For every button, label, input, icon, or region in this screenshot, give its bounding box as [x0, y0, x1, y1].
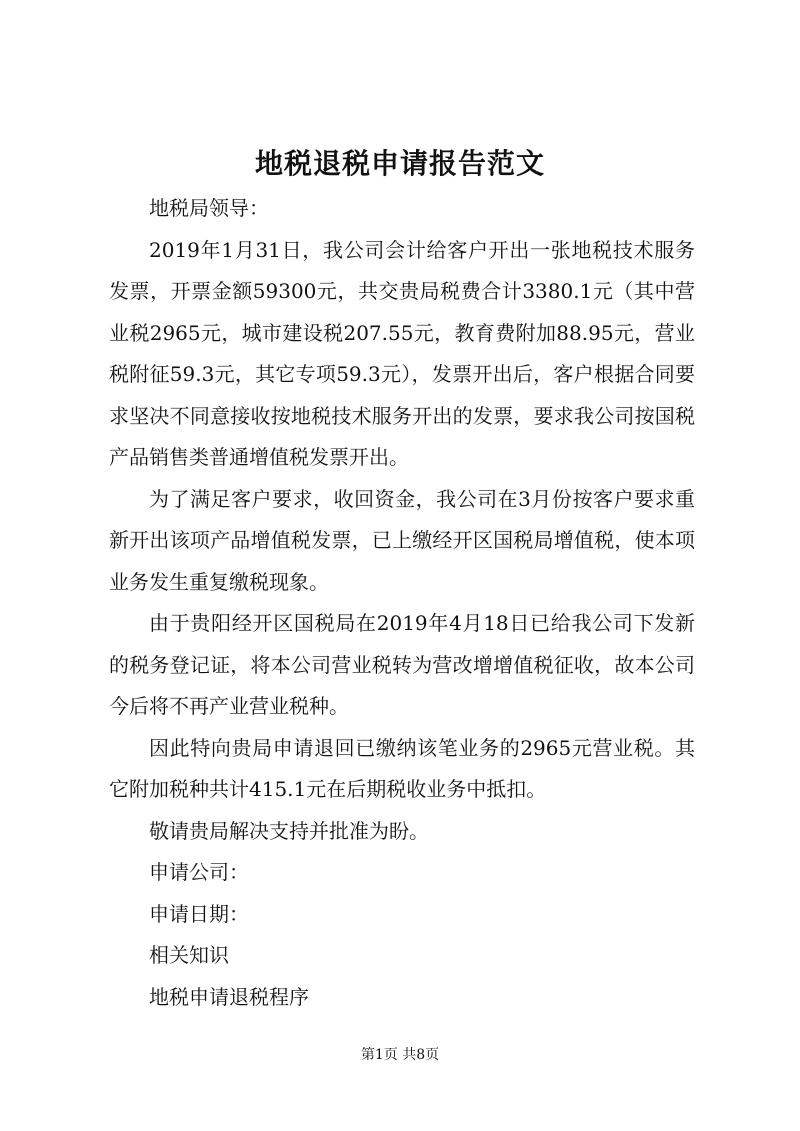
salutation: 地税局领导： — [149, 196, 269, 220]
applicant-company-label: 申请公司： — [149, 860, 249, 884]
refund-procedure-heading: 地税申请退税程序 — [149, 984, 309, 1009]
related-knowledge-heading: 相关知识 — [149, 943, 229, 967]
paragraph-closing: 敬请贵局解决支持并批准为盼。 — [149, 818, 429, 843]
document-body — [109, 188, 695, 1018]
document-title: 地税退税申请报告范文 — [254, 147, 545, 180]
paragraph-registration: 由于贵阳经开区国税局在2019年4月18日已给我公司下发新的税务登记证，将本公司营业税转为营改增增值税征收，故本公司今后将不再产业营业税种。 — [109, 611, 695, 718]
page-number-footer: 第1页 共8页 — [360, 1047, 440, 1063]
paragraph-invoice-details: 2019年1月31日，我公司会计给客户开出一张地税技术服务发票，开票金额59300元，共交贵局税费合计3380.1元（其中营业税2965元，城市建设税207.55元，教育费附加88.95元，营业税附征59.3元，其它专项59.3元），发票开出后，客户根据合同要求坚决不同意接收按地税技术服务开出的发票，要求我公司按国税产品销售类普通增值税发票开出。 — [109, 237, 695, 469]
paragraph-reissue: 为了满足客户要求，收回资金，我公司在3月份按客户要求重新开出该项产品增值税发票，已上缴经开区国税局增值税，使本项业务发生重复缴税现象。 — [109, 486, 695, 594]
paragraph-refund-request: 因此特向贵局申请退回已缴纳该笔业务的2965元营业税。其它附加税种共计415.1元在后期税收业务中抵扣。 — [109, 735, 695, 801]
application-date-label: 申请日期： — [149, 901, 249, 926]
